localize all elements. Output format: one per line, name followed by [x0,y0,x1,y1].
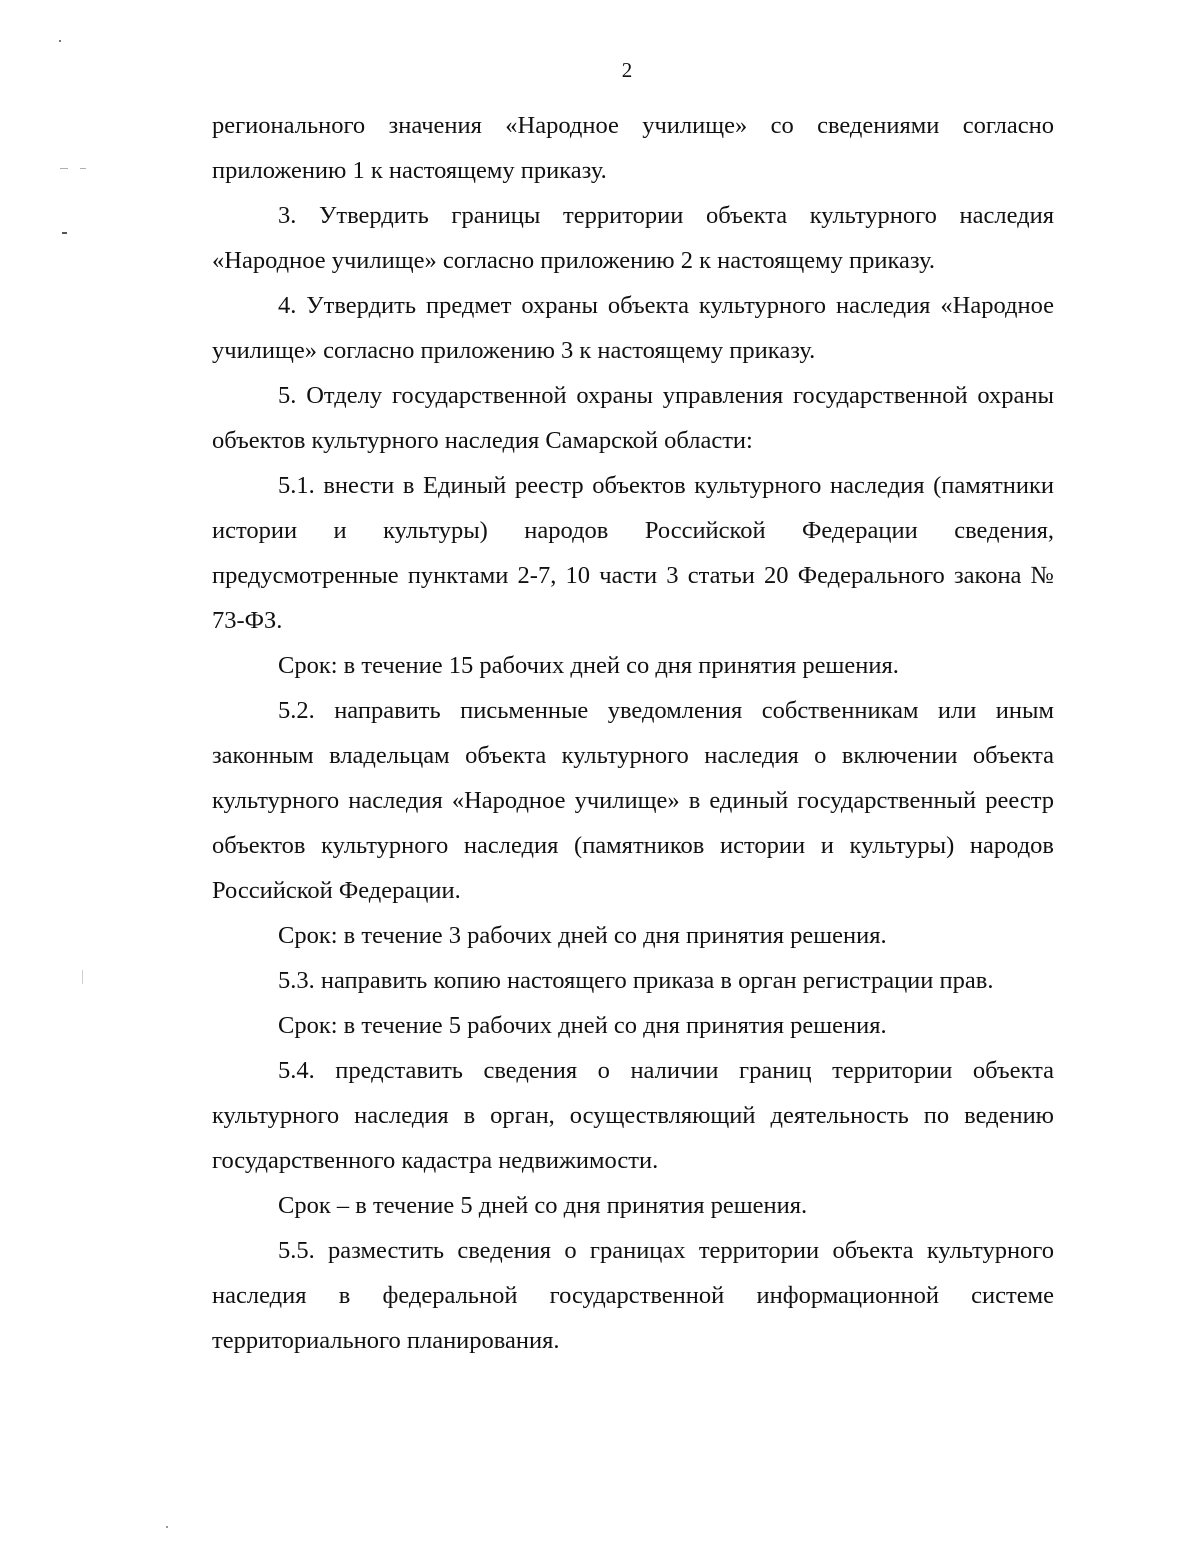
scan-speck [166,1526,168,1528]
deadline-5-3: Срок: в течение 5 рабочих дней со дня принятия решения. [278,1012,887,1039]
paragraph-item-3: 3. Утвердить границы территории объекта культурного наследия «Народное училище» согласно приложению 2 к настоящему приказу. [212,202,1054,274]
paragraph-item-5-4: 5.4. представить сведения о наличии границ территории объекта культурного наследия в орган, осуществляющий деятельность по ведению государственного кадастра недвижимости. [212,1057,1054,1174]
page-number: 2 [621,58,633,82]
paragraph-item-5-3: 5.3. направить копию настоящего приказа в орган регистрации прав. [278,967,994,994]
scan-speck [60,168,68,169]
scan-speck [82,970,83,984]
deadline-5-4: Срок – в течение 5 дней со дня принятия решения. [278,1192,808,1219]
paragraph-item-5-5: 5.5. разместить сведения о границах территории объекта культурного наследия в федеральной государственной информационной системе территориального планирования. [212,1237,1054,1354]
paragraph-continuation: регионального значения «Народное училище» со сведениями согласно приложению 1 к настоящему приказу. [212,112,1054,184]
paragraph-item-5: 5. Отделу государственной охраны управления государственной охраны объектов культурного наследия Самарской области: [212,382,1054,454]
paragraph-item-4: 4. Утвердить предмет охраны объекта культурного наследия «Народное училище» согласно приложению 3 к настоящему приказу. [212,292,1054,364]
scan-speck [59,40,61,42]
scan-speck [80,168,86,169]
deadline-5-1: Срок: в течение 15 рабочих дней со дня принятия решения. [278,652,899,679]
paragraph-item-5-1: 5.1. внести в Единый реестр объектов культурного наследия (памятники истории и культуры) народов Российской Федерации сведения, предусмотренные пунктами 2-7, 10 части 3 статьи 20 Федерального закона № 73-ФЗ. [212,472,1054,634]
deadline-5-2: Срок: в течение 3 рабочих дней со дня принятия решения. [278,922,887,949]
paragraph-item-5-2: 5.2. направить письменные уведомления собственникам или иным законным владельцам объекта культурного наследия о включении объекта культурного наследия «Народное училище» в единый государственный реестр объектов культурного наследия (памятников истории и культуры) народов Российской Федерации. [212,697,1054,904]
scan-speck [62,232,67,234]
document-body [212,103,1054,1363]
